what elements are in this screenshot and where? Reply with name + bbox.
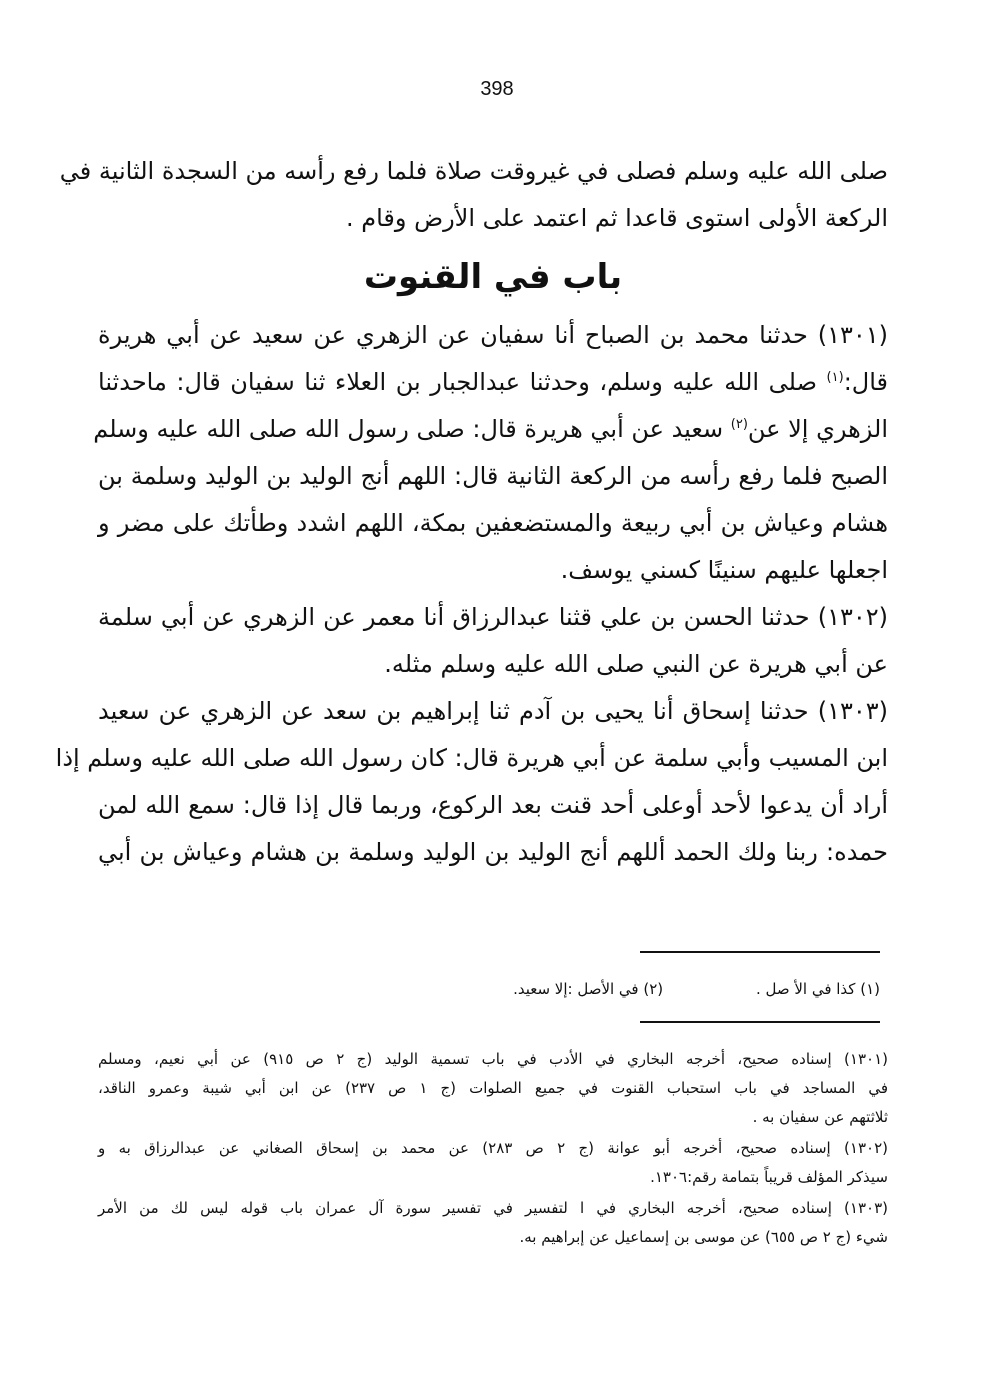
hadith-text: صلى الله عليه وسلم، وحدثنا عبدالجبار بن العلاء ثنا سفيان قال: ماحدثنا xyxy=(98,368,827,396)
footnote-divider xyxy=(640,951,880,953)
note-1302-line: (١٣٠٢) إسناده صحيح، أخرجه أبو عوانة (ج ٢ ص ٢٨٣) عن محمد بن إسحاق الصغاني عن عبدالرزاق به و xyxy=(98,1139,889,1157)
hadith-1303-line: (١٣٠٣) حدثنا إسحاق أنا يحيى بن آدم ثنا إبراهيم بن سعد عن الزهري عن سعيد xyxy=(98,697,888,725)
hadith-1301-line xyxy=(93,406,888,453)
hadith-1301-line: هشام وعياش بن أبي ربيعة والمستضعفين بمكة، اللهم اشدد وطأتك على مضر و xyxy=(98,509,888,537)
notes-divider xyxy=(640,1021,880,1023)
intro-line: صلى الله عليه وسلم فصلى في غيروقت صلاة فلما رفع رأسه من السجدة الثانية في xyxy=(59,157,888,185)
note-1301-line: ثلاثتهم عن سفيان به . xyxy=(752,1108,888,1126)
hadith-1301-line: (١٣٠١) حدثنا محمد بن الصباح أنا سفيان عن الزهري عن سعيد عن أبي هريرة xyxy=(98,321,888,349)
page-number: 398 xyxy=(480,78,514,100)
hadith-1301-line: الصبح فلما رفع رأسه من الركعة الثانية قال: اللهم أنج الوليد بن الوليد وسلمة بن xyxy=(98,462,888,490)
hadith-1303-line: حمده: ربنا ولك الحمد أللهم أنج الوليد بن الوليد وسلمة بن هشام وعياش بن أبي xyxy=(98,838,888,866)
hadith-1303-line: ابن المسيب وأبي سلمة عن أبي هريرة قال: كان رسول الله صلى الله عليه وسلم إذا xyxy=(55,744,888,772)
main-text xyxy=(55,148,888,876)
hadith-1302-line: (١٣٠٢) حدثنا الحسن بن علي قثنا عبدالرزاق أنا معمر عن الزهري عن أبي سلمة xyxy=(98,603,888,631)
footnote-ref-2: (٢) xyxy=(730,417,748,432)
note-1303-line: (١٣٠٣) إسناده صحيح، أخرجه البخاري في ا لتفسير في تفسير سورة آل عمران باب قوله ليس لك من الأمر xyxy=(98,1199,888,1217)
chapter-heading: باب في القنوت xyxy=(363,257,623,297)
hadith-1301-line: اجعلها عليهم سنينًا كسني يوسف. xyxy=(560,556,888,584)
footnotes-row xyxy=(100,978,880,1000)
takhrij-notes xyxy=(98,1045,888,1252)
hadith-text: سعيد عن أبي هريرة قال: صلى رسول الله صلى الله عليه وسلم xyxy=(93,415,731,443)
note-1301-line: (١٣٠١) إسناده صحيح، أخرجه البخاري في الأدب في باب تسمية الوليد (ج ٢ ص ٩١٥) عن أبي نعيم، ومسلم xyxy=(98,1050,889,1068)
hadith-text: قال: xyxy=(843,368,888,396)
hadith-text: الزهري إلا عن xyxy=(747,415,888,443)
intro-line: الركعة الأولى استوى قاعدا ثم اعتمد على الأرض وقام . xyxy=(345,204,888,232)
hadith-1303-line: أراد أن يدعوا لأحد أوعلى أحد قنت بعد الركوع، وربما قال إذا قال: سمع الله لمن xyxy=(98,791,888,819)
note-1302-line: سيذكر المؤلف قريباً بتمامة رقم:١٣٠٦. xyxy=(650,1168,888,1186)
note-1301-line: في المساجد في باب استحباب القنوت في جميع الصلوات (ج ١ ص ٢٣٧) عن ابن أبي شيبة وعمرو الناقد، xyxy=(98,1079,888,1097)
note-1303-line: شيء (ج ٢ ص ٦٥٥) عن موسى بن إسماعيل عن إبراهيم به. xyxy=(519,1228,888,1246)
footnote-ref-1: (١) xyxy=(826,370,844,385)
footnote-2: (٢) في الأصل :إلا سعيد. xyxy=(513,980,664,998)
hadith-1301-line xyxy=(98,359,888,406)
hadith-1302-line: عن أبي هريرة عن النبي صلى الله عليه وسلم مثله. xyxy=(384,650,888,678)
footnote-1: (١) كذا في الأ صل . xyxy=(755,980,880,998)
